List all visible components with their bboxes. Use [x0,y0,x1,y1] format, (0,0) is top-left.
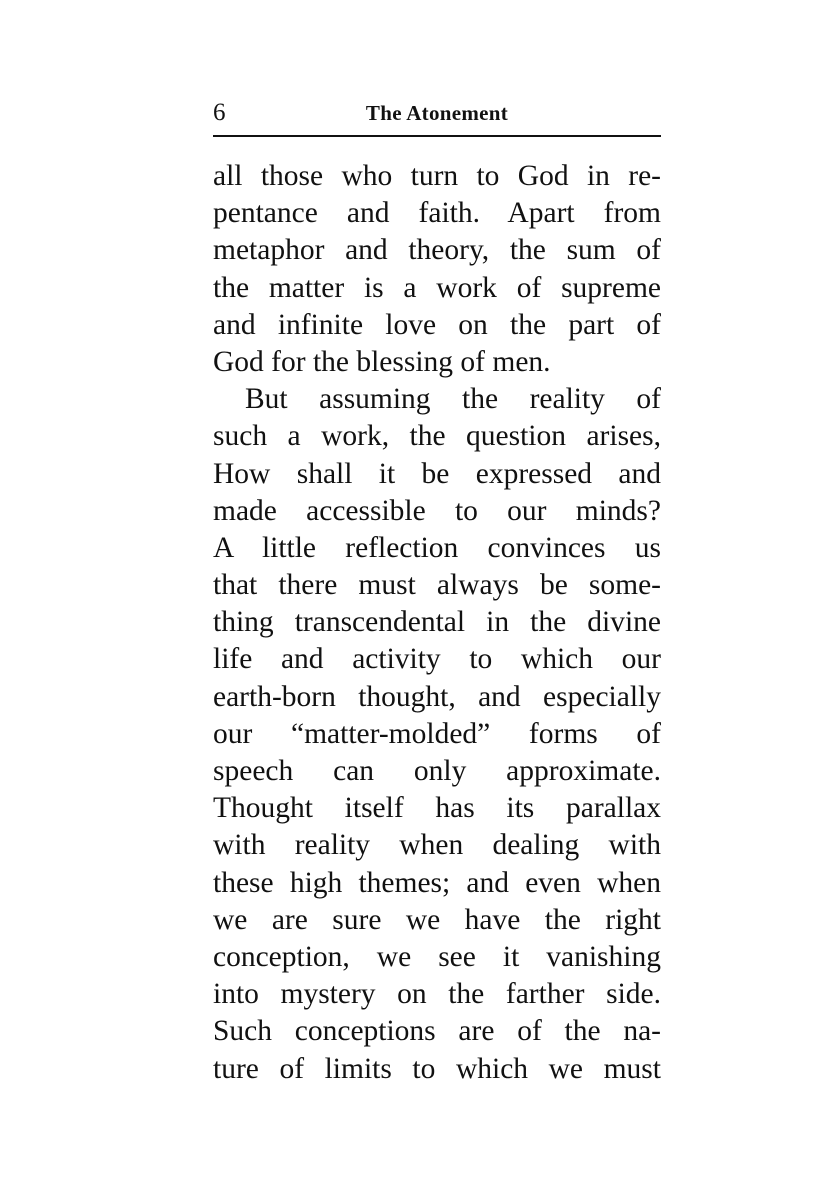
paragraph-1 [213,158,661,381]
text-line: with reality when dealing with [213,829,661,862]
text-line: A little reflection convinces us [213,531,661,564]
body-text [213,158,661,1088]
text-line: into mystery on the farther side. [213,978,661,1011]
text-line: God for the blessing of men. [213,345,551,378]
text-line: But assuming the reality of [245,383,661,416]
text-line: such a work, the question arises, [213,420,661,453]
text-line: life and activity to which our [213,643,661,676]
text-line: all those who turn to God in re- [213,160,661,192]
text-line: we are sure we have the right [213,903,661,936]
paragraph-2 [213,381,661,1088]
text-line: earth-born thought, and especially [213,680,661,713]
text-line: and infinite love on the part of [213,308,661,341]
text-line: pentance and faith. Apart from [213,197,661,230]
text-line: Such conceptions are of the na- [213,1015,661,1048]
text-line: that there must always be some- [213,569,661,602]
text-line: these high themes; and even when [213,866,661,899]
header-rule [213,135,661,137]
text-line: the matter is a work of supreme [213,271,661,304]
text-line: thing transcendental in the divine [213,606,661,639]
page-number: 6 [213,99,226,126]
text-line: ture of limits to which we must [213,1052,661,1085]
text-line: metaphor and theory, the sum of [213,234,661,267]
text-line: Thought itself has its parallax [213,792,661,825]
text-line: made accessible to our minds? [213,494,661,527]
running-head [213,98,661,128]
text-line: speech can only approximate. [213,755,661,787]
text-line: How shall it be expressed and [213,457,661,490]
text-line: conception, we see it vanishing [213,940,661,973]
running-title: The Atonement [365,101,509,125]
text-line: our “matter-molded” forms of [213,717,661,750]
